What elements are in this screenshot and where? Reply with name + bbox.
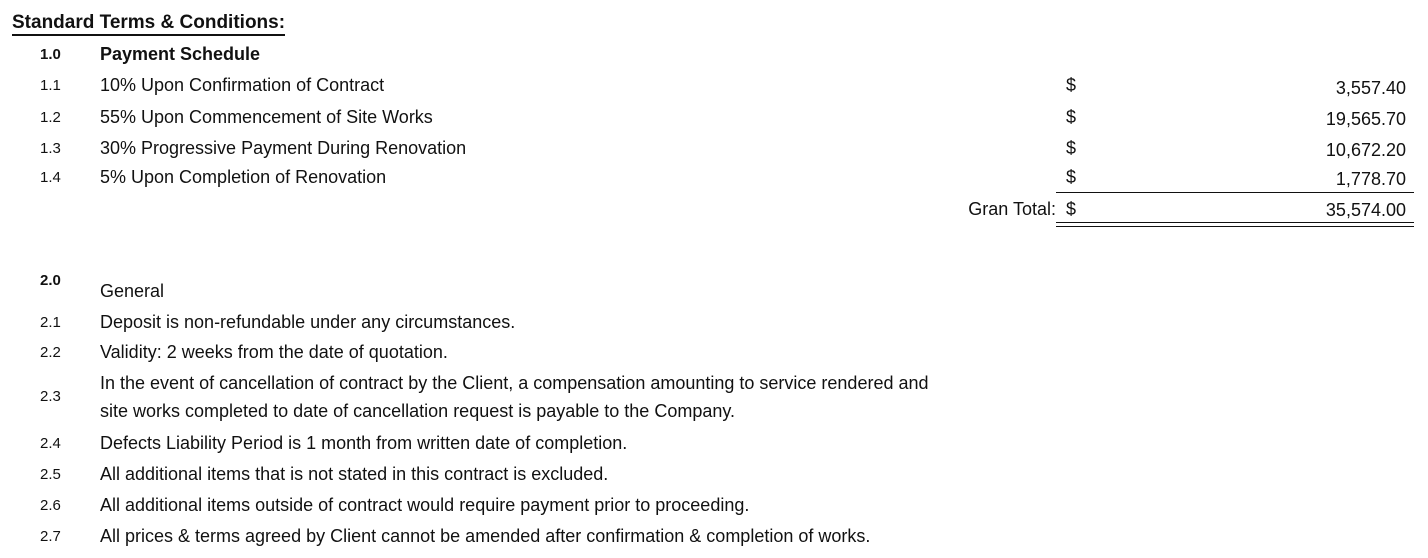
item-number: 2.5 bbox=[40, 466, 61, 483]
item-number: 1.3 bbox=[40, 140, 61, 157]
currency-symbol: $ bbox=[1066, 75, 1077, 95]
item-number: 2.7 bbox=[40, 528, 61, 545]
total-double-rule bbox=[1056, 222, 1414, 227]
item-text-line-2: site works completed to date of cancellation request is payable to the Company. bbox=[100, 401, 736, 421]
item-text: 10% Upon Confirmation of Contract bbox=[100, 75, 385, 95]
item-number: 1.4 bbox=[40, 169, 61, 186]
item-text: All additional items outside of contract would require payment prior to proceeding. bbox=[100, 495, 750, 515]
item-text-line-1: In the event of cancellation of contract by the Client, a compensation amounting to service rendered and bbox=[100, 373, 929, 393]
item-number: 2.2 bbox=[40, 344, 61, 361]
section-heading-general: General bbox=[100, 281, 165, 301]
item-amount: 3,557.40 bbox=[1335, 78, 1406, 98]
item-text: 30% Progressive Payment During Renovation bbox=[100, 138, 467, 158]
item-amount: 1,778.70 bbox=[1335, 169, 1406, 189]
item-text: Defects Liability Period is 1 month from written date of completion. bbox=[100, 433, 628, 453]
item-number: 2.6 bbox=[40, 497, 61, 514]
currency-symbol: $ bbox=[1066, 199, 1077, 219]
page-title: Standard Terms & Conditions: bbox=[12, 12, 285, 36]
currency-symbol: $ bbox=[1066, 107, 1077, 127]
section-number-payment: 1.0 bbox=[40, 46, 61, 63]
item-number: 1.1 bbox=[40, 77, 61, 94]
item-number: 1.2 bbox=[40, 109, 61, 126]
section-heading-payment: Payment Schedule bbox=[100, 44, 261, 64]
item-amount: 19,565.70 bbox=[1325, 109, 1406, 129]
item-amount: 10,672.20 bbox=[1325, 140, 1406, 160]
item-number: 2.3 bbox=[40, 388, 61, 405]
item-text: Validity: 2 weeks from the date of quotation. bbox=[100, 342, 448, 362]
item-text: All additional items that is not stated in this contract is excluded. bbox=[100, 464, 609, 484]
item-text: Deposit is non-refundable under any circumstances. bbox=[100, 312, 516, 332]
section-number-general: 2.0 bbox=[40, 272, 61, 289]
grand-total-label: Gran Total: bbox=[968, 199, 1056, 219]
item-number: 2.1 bbox=[40, 314, 61, 331]
currency-symbol: $ bbox=[1066, 138, 1077, 158]
grand-total-amount: 35,574.00 bbox=[1325, 200, 1406, 220]
item-text: 55% Upon Commencement of Site Works bbox=[100, 107, 433, 127]
item-text: 5% Upon Completion of Renovation bbox=[100, 167, 387, 187]
item-number: 2.4 bbox=[40, 435, 61, 452]
currency-symbol: $ bbox=[1066, 167, 1077, 187]
item-text: All prices & terms agreed by Client cannot be amended after confirmation & completion of works. bbox=[100, 526, 871, 546]
subtotal-rule bbox=[1056, 192, 1414, 193]
